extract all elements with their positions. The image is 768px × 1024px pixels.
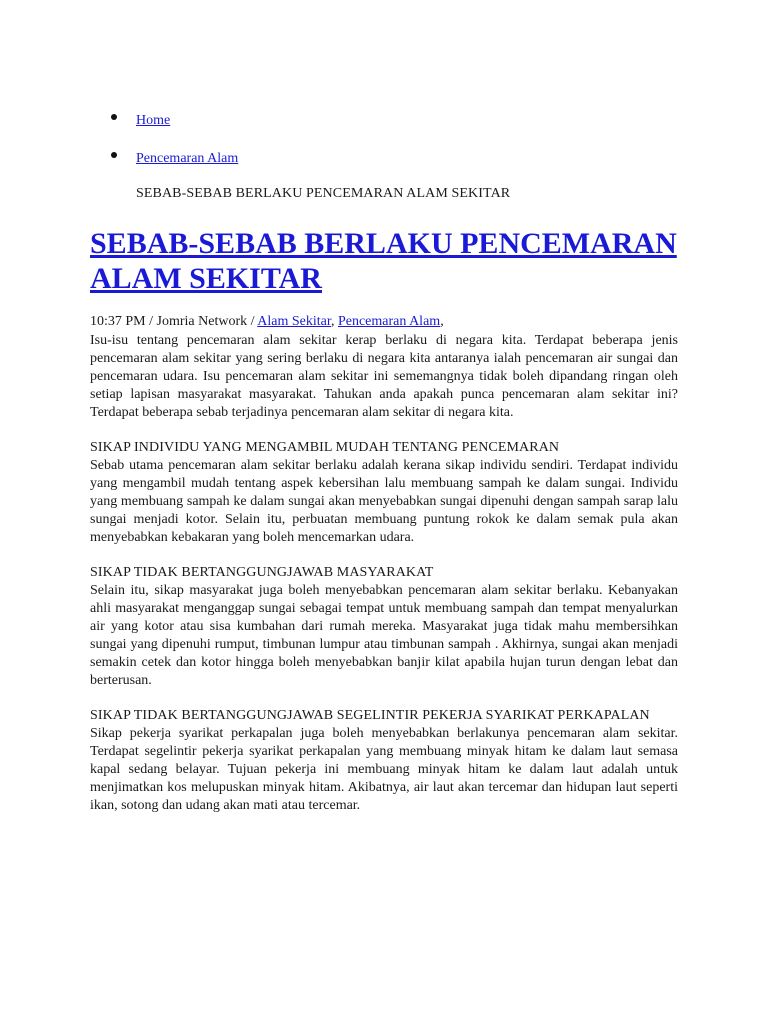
intro-paragraph: Isu-isu tentang pencemaran alam sekitar kerap berlaku di negara kita. Terdapat beberapa jenis pencemaran alam sekitar yang sering berlaku di negara kita antaranya ialah pencemaran air sungai dan pencemaran udara. Isu pencemaran alam sekitar ini sememangnya tidak boleh dipandang ringan oleh setiap lapisan masyarakat masyarakat. Tahukan anda apakah punca pencemaran alam sekitar ini? Terdapat beberapa sebab terjadinya pencemaran alam sekitar di negara kita. bbox=[90, 333, 678, 420]
breadcrumb-item-home bbox=[0, 108, 768, 126]
post-title-link[interactable]: SEBAB-SEBAB BERLAKU PENCEMARAN ALAM SEKITAR bbox=[90, 227, 677, 295]
label-link-alam-sekitar[interactable]: Alam Sekitar bbox=[257, 314, 331, 329]
section-paragraph: Sebab utama pencemaran alam sekitar berlaku adalah kerana sikap individu sendiri. Terdapat individu yang mengambil mudah tentang aspek kebersihan lalu membuang sampah ke dalam sungai. Individu yang membuang sampah ke dalam sungai akan menyebabkan sungai dipenuhi dengan sampah sarap lalu sungai menjadi kotor. Selain itu, perbuatan membuang puntung rokok ke dalam semak pula akan menyebabkan kebakaran yang boleh mencemarkan udara. bbox=[90, 458, 678, 545]
section-heading: SIKAP INDIVIDU YANG MENGAMBIL MUDAH TENTANG PENCEMARAN bbox=[90, 440, 560, 455]
bullet-icon bbox=[111, 152, 117, 158]
post-meta: 10:37 PM / Jomria Network / Alam Sekitar, Pencemaran Alam, bbox=[90, 314, 444, 329]
section-heading: SIKAP TIDAK BERTANGGUNGJAWAB SEGELINTIR PEKERJA SYARIKAT PERKAPALAN bbox=[90, 708, 650, 723]
section-paragraph: Sikap pekerja syarikat perkapalan juga boleh menyebabkan berlakunya pencemaran alam sekitar. Terdapat segelintir pekerja syarikat perkapalan yang membuang minyak hitam ke dalam laut semasa kapal sedang belayar. Tujuan pekerja ini membuang minyak hitam ke dalam laut adalah untuk menjimatkan kos melupuskan minyak hitam. Akibatnya, air laut akan tercemar dan hidupan laut seperti ikan, sotong dan udang akan mati atau tercemar. bbox=[90, 726, 678, 813]
post-body bbox=[90, 332, 678, 815]
breadcrumb-current-page: SEBAB-SEBAB BERLAKU PENCEMARAN ALAM SEKITAR bbox=[136, 186, 511, 201]
meta-separator: / bbox=[247, 314, 258, 329]
section-heading: SIKAP TIDAK BERTANGGUNGJAWAB MASYARAKAT bbox=[90, 565, 434, 580]
post-time: 10:37 PM bbox=[90, 314, 146, 329]
label-link-pencemaran-alam[interactable]: Pencemaran Alam bbox=[337, 314, 441, 329]
section-paragraph: Selain itu, sikap masyarakat juga boleh menyebabkan pencemaran alam sekitar berlaku. Kebanyakan ahli masyarakat menganggap sungai sebagai tempat untuk membuang sampah dan tempat menyalurkan air yang kotor atau sisa kumbahan dari rumah mereka. Masyarakat juga tidak mahu membersihkan sungai yang dipenuhi rumput, timbunan lumpur atau timbunan sampah . Akhirnya, sungai akan menjadi semakin cetek dan kotor hingga boleh menyebabkan banjir kilat apabila hujan turun dengan lebat dan berterusan. bbox=[90, 583, 678, 688]
breadcrumb-item-pencemaran-alam bbox=[0, 146, 768, 164]
post-author: Jomria Network bbox=[156, 314, 248, 329]
post-title bbox=[90, 226, 690, 296]
breadcrumb-link-home[interactable]: Home bbox=[136, 113, 171, 128]
breadcrumb-link-pencemaran-alam[interactable]: Pencemaran Alam bbox=[136, 151, 239, 166]
meta-separator: / bbox=[145, 314, 157, 329]
meta-comma: , bbox=[440, 314, 444, 329]
bullet-icon bbox=[111, 114, 117, 120]
breadcrumb bbox=[0, 108, 768, 184]
